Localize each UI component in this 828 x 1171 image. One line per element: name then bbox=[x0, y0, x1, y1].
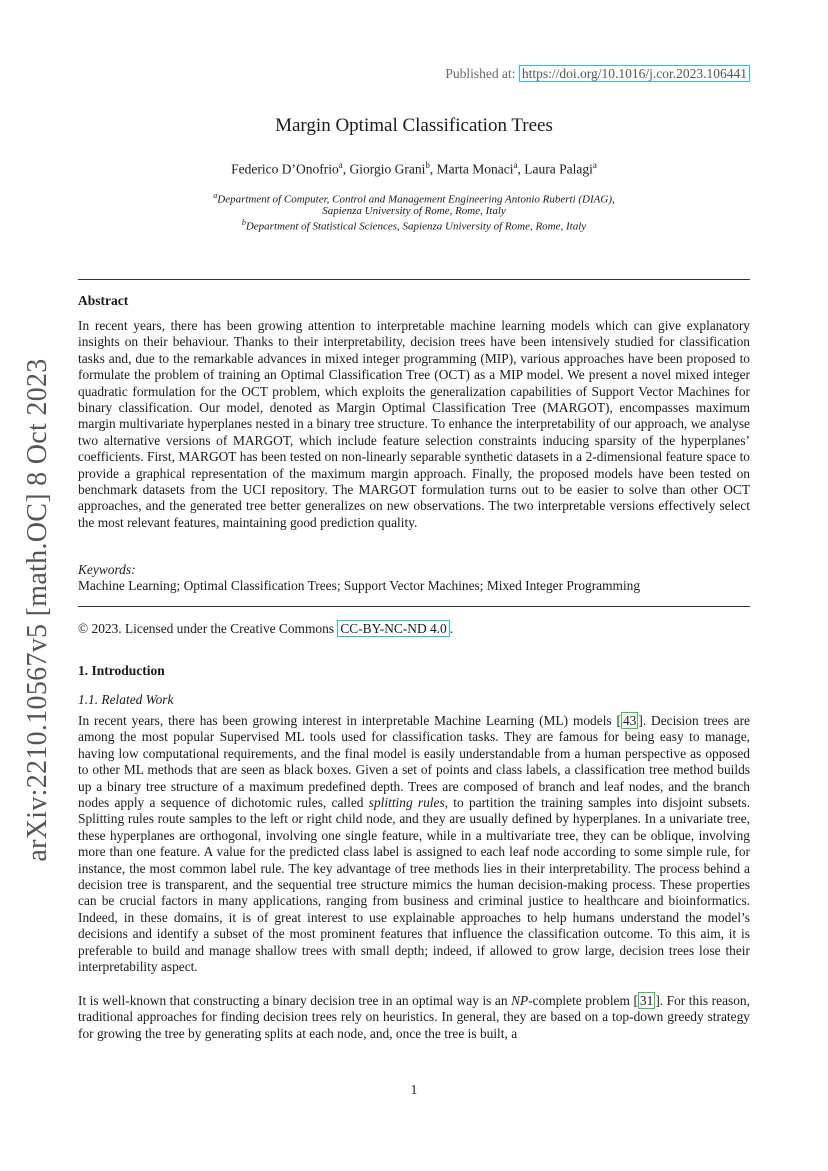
abstract-text: In recent years, there has been growing attention to interpretable machine learning models which can give explanatory insights on their behaviour. Thanks to their interpretability, decision trees have been intensively studied for classification tasks and, due to the remarkable advances in mixed integer programming (MIP), various approaches have been proposed to formulate the problem of training an Optimal Classification Tree (OCT) as a MIP model. We present a novel mixed integer quadratic formulation for the OCT problem, which exploits the generalization capabilities of Support Vector Machines for binary classification. Our model, denoted as Margin Optimal Classification Tree (MARGOT), encompasses maximum margin multivariate hyperplanes nested in a binary tree structure. To enhance the interpretability of our approach, we analyse two alternative versions of MARGOT, which include feature selection constraints inducing sparsity of the hyperplanes’ coefficients. First, MARGOT has been tested on non-linearly separable synthetic datasets in a 2-dimensional feature space to provide a graphical representation of the maximum margin approach. Finally, the proposed models have been tested on benchmark datasets from the UCI repository. The MARGOT formulation turns out to be easier to solve than other OCT approaches, and the generated tree better generalizes on new observations. The two interpretable versions effectively select the most relevant features, maintaining good prediction quality. bbox=[78, 318, 750, 530]
arxiv-id-text: arXiv:2210.10567v5 [math.OC] 8 Oct 2023 bbox=[22, 358, 53, 862]
keywords-label: Keywords: bbox=[78, 562, 136, 577]
paper-title: Margin Optimal Classification Trees bbox=[275, 115, 553, 136]
author-name: Marta Monaci bbox=[436, 161, 514, 177]
author-name: Laura Palagi bbox=[524, 161, 593, 177]
doi-link[interactable]: https://doi.org/10.1016/j.cor.2023.106441 bbox=[519, 65, 750, 82]
page-number: 1 bbox=[410, 1082, 418, 1097]
author-affil-mark: a bbox=[513, 160, 518, 170]
intro-paragraph-2: It is well-known that constructing a binary decision tree in an optimal way is an NP-complete problem [ 31 ]. For this reason, traditional approaches for finding decision trees rely on heuristics. In general, they are based on a top-down greedy strategy for growing the tree by generating splits at each node, and, once the tree is built, a bbox=[78, 993, 750, 1041]
abstract-heading: Abstract bbox=[78, 293, 129, 308]
affiliation-a-line2: Sapienza University of Rome, Rome, Italy bbox=[322, 205, 506, 217]
affil-mark-b: b bbox=[241, 218, 246, 227]
subsection-heading-related-work: 1.1. Related Work bbox=[78, 692, 174, 707]
affil-mark-a: a bbox=[213, 191, 218, 200]
author-affil-mark: a bbox=[338, 160, 343, 170]
affiliation-a-line1: $^a$Department of Computer, Control and Management Engineering Antonio Ruberti (DIAG), bbox=[213, 191, 615, 206]
emphasis-splitting-rules: splitting rules bbox=[368, 795, 445, 811]
intro-paragraph-1: In recent years, there has been growing interest in interpretable Machine Learning (ML) models [ 43 ]. Decision trees are among the most popular Supervised ML tools used for classification tasks. They are famous for being easy to manage, having low computational requirements, and the final model is easily understandable from a human perspective as opposed to other ML methods that are seen as black boxes. Given a set of points and class labels, a classification tree method builds up a binary tree structure of a maximum predefined depth. Trees are composed of branch and leaf nodes, and the branch nodes apply a sequence of dichotomic rules, called splitting rules, to partition the training samples into disjoint subsets. Splitting rules route samples to the left or right child node, and they are usually defined by hyperplanes. In a univariate tree, these hyperplanes are orthogonal, involving one single feature, while in a multivariate tree, they can be oblique, involving more than one feature. A value for the predicted class label is assigned to each leaf node according to some simple rule, for instance, the most common label rule. The key advantage of tree methods lies in their interpretability. The process behind a decision tree is transparent, and the sequential tree structure mimics the human decision-making process. These properties can be crucial factors in many applications, ranging from business and criminal justice to healthcare and bioinformatics. Indeed, in these domains, it is of great interest to use explainable approaches to help humans understand the model’s decisions and identify a subset of the most prominent features that influence the classification outcome. To this aim, it is preferable to build and manage shallow trees with small depth; indeed, if allowed to grow large, decision trees lose their interpretability aspect. bbox=[78, 713, 751, 975]
published-prefix: Published at: bbox=[445, 66, 519, 81]
section-heading-introduction: 1. Introduction bbox=[78, 663, 165, 678]
license-prefix: © 2023. Licensed under the Creative Commons bbox=[78, 621, 338, 636]
author-name: Giorgio Grani bbox=[349, 161, 426, 177]
author-affil-mark: a bbox=[592, 160, 597, 170]
affiliation-b: $^b$Department of Statistical Sciences, Sapienza University of Rome, Rome, Italy bbox=[241, 218, 587, 233]
author-name: Federico D’Onofrio bbox=[231, 161, 339, 177]
top-rule bbox=[78, 279, 750, 280]
license-link[interactable]: CC-BY-NC-ND 4.0 bbox=[337, 620, 449, 637]
citation-link[interactable]: 43 bbox=[622, 713, 637, 728]
citation-link[interactable]: 31 bbox=[639, 993, 654, 1008]
arxiv-side-identifier bbox=[18, 350, 58, 870]
published-at-line bbox=[445, 66, 750, 82]
license-line bbox=[78, 621, 453, 637]
bottom-rule bbox=[78, 606, 750, 607]
emphasis-np: NP bbox=[511, 993, 529, 1008]
author-list: Federico D’Onofrio$^a$, Giorgio Grani$^b$, Marta Monaci$^a$, Laura Palagi$^a$ bbox=[231, 160, 597, 177]
author-affil-mark: b bbox=[425, 160, 430, 170]
license-suffix: . bbox=[449, 621, 454, 636]
keywords-text: Machine Learning; Optimal Classification Trees; Support Vector Machines; Mixed Integer Programming bbox=[78, 578, 641, 593]
